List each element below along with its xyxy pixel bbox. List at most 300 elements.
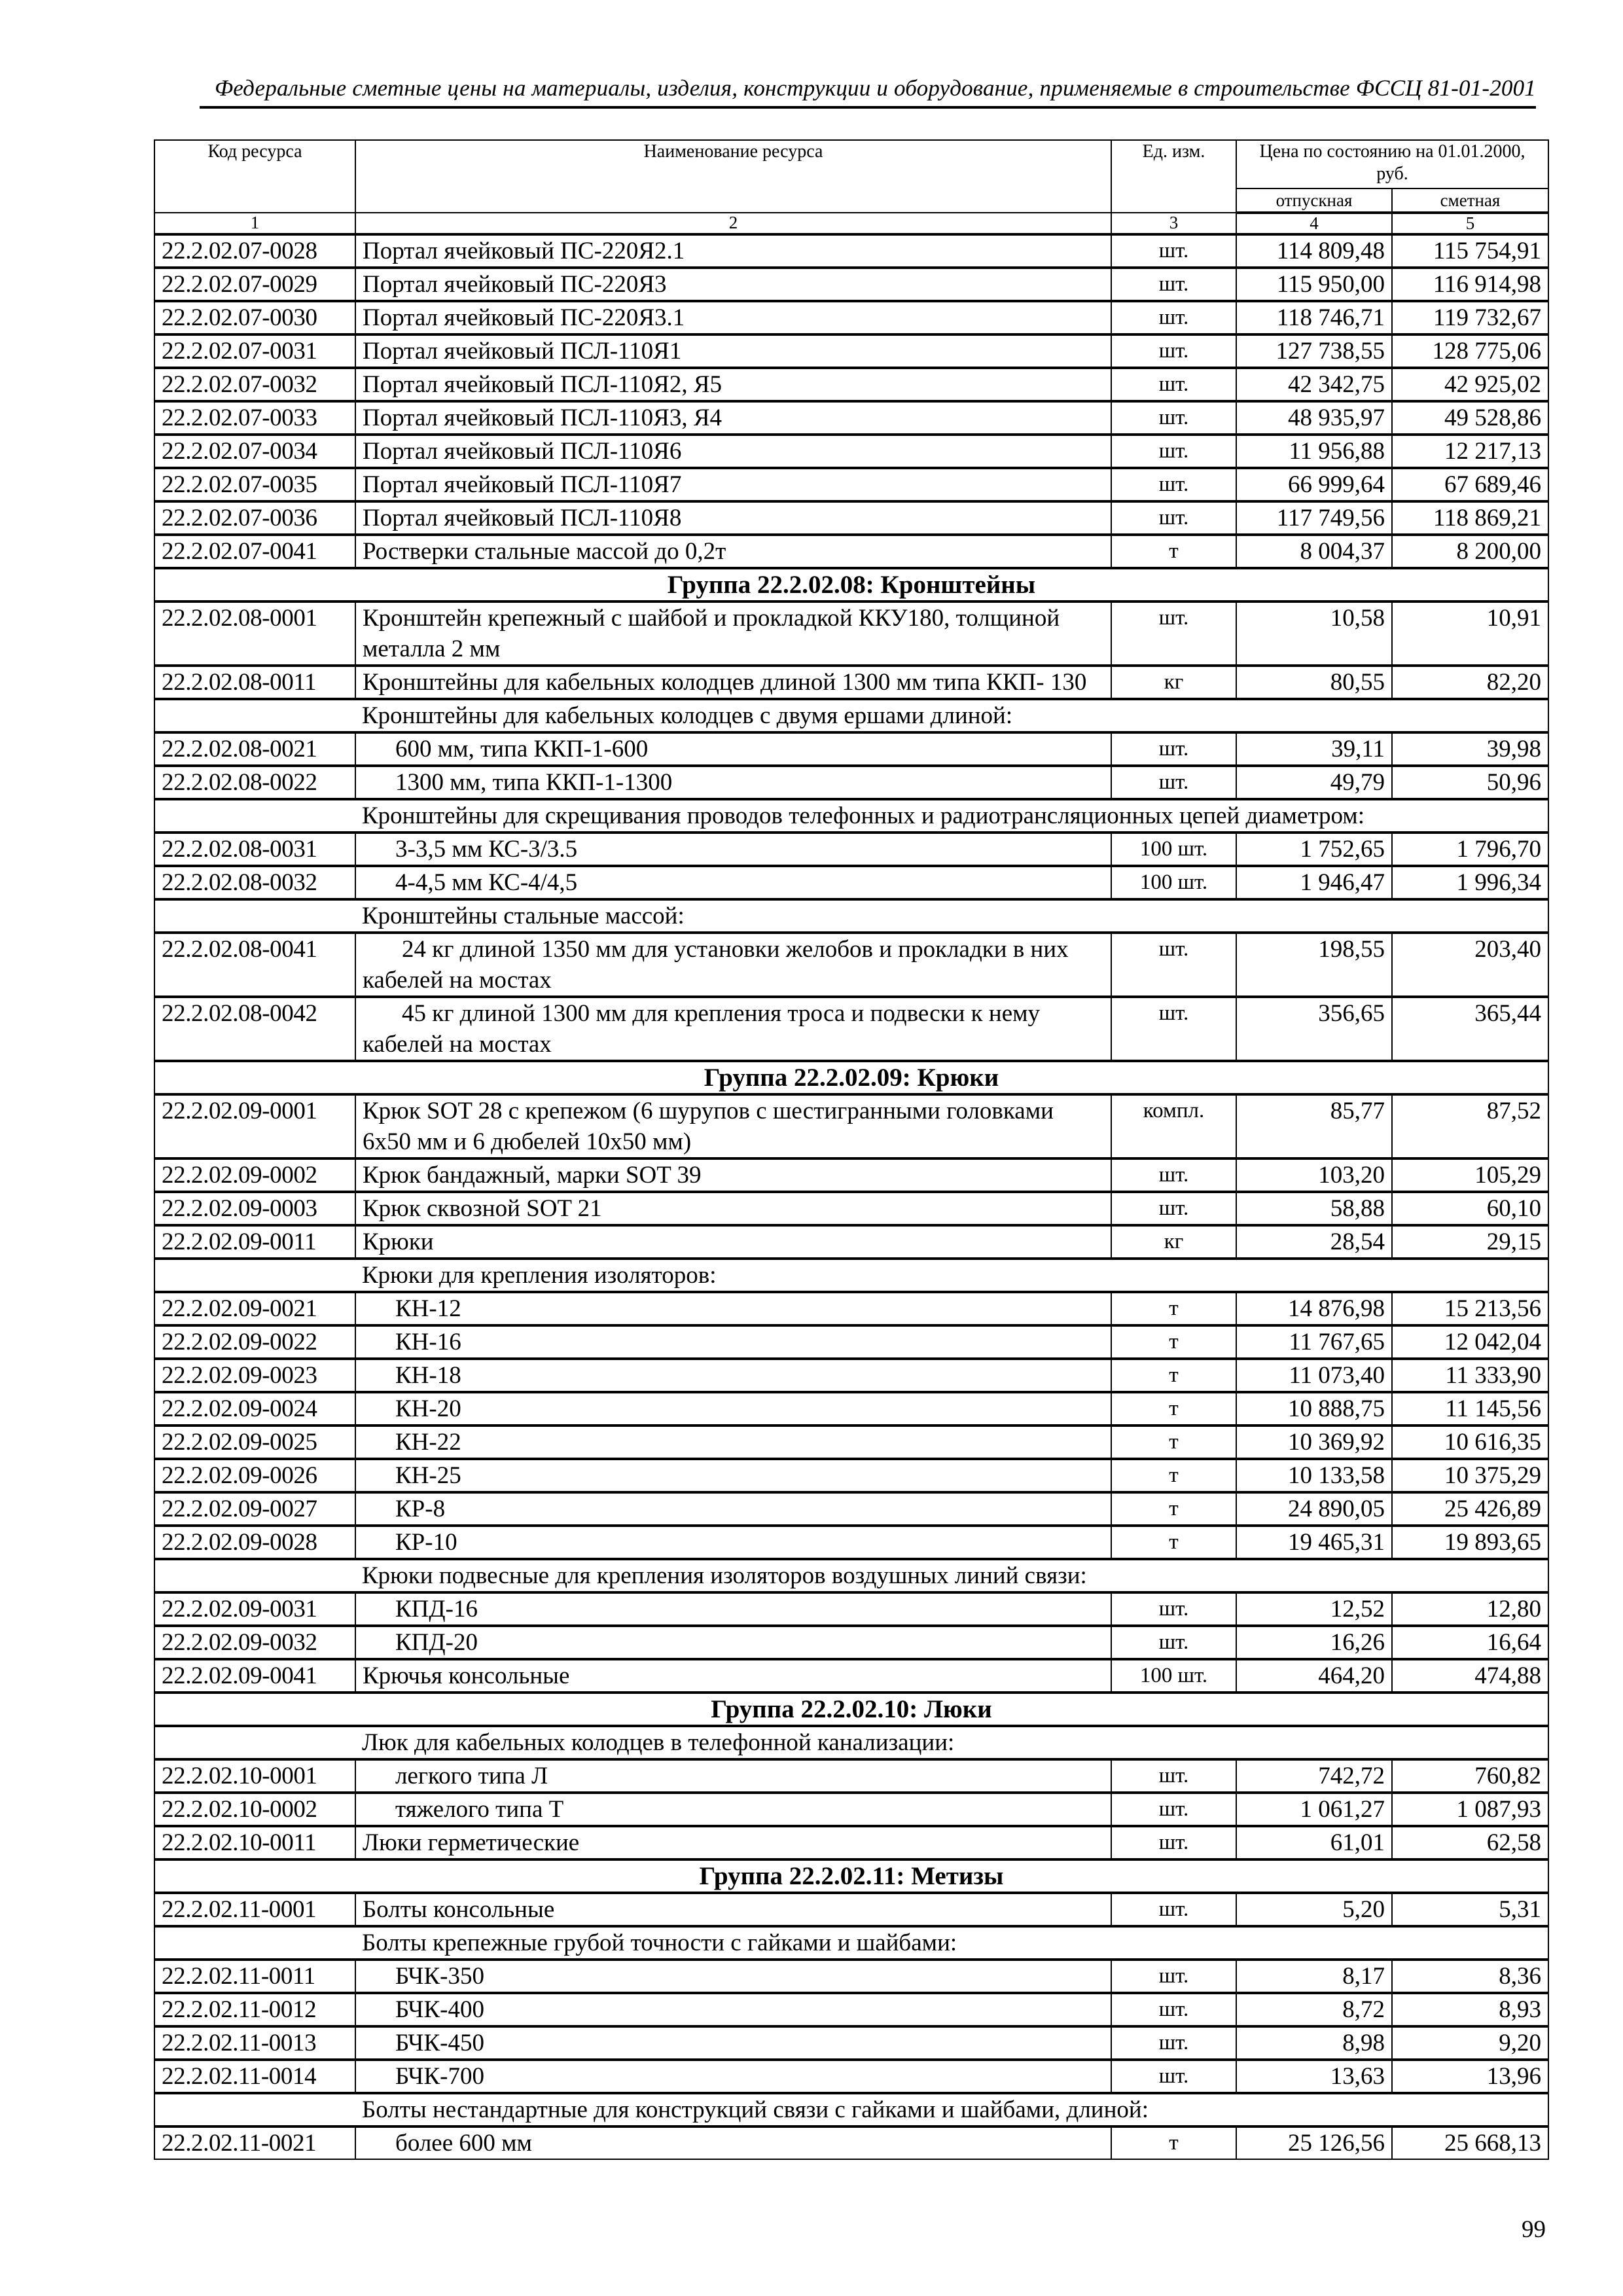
unit-cell: шт.: [1111, 2026, 1236, 2060]
unit-cell: шт.: [1111, 501, 1236, 535]
unit-cell: 100 шт.: [1111, 1659, 1236, 1693]
release-price-cell: 114 809,48: [1236, 234, 1392, 268]
table-row: [154, 1359, 1548, 1392]
subheading-row: [154, 1726, 1548, 1759]
resource-code-cell: 22.2.02.07-0041: [154, 535, 355, 568]
unit-cell: т: [1111, 1292, 1236, 1325]
release-price-cell: 356,65: [1236, 997, 1392, 1061]
table-row: [154, 1626, 1548, 1659]
resource-name-cell: КР-8: [355, 1492, 1111, 1526]
release-price-cell: 61,01: [1236, 1826, 1392, 1859]
resource-name-cell: Люки герметические: [355, 1826, 1111, 1859]
estimate-price-cell: 9,20: [1392, 2026, 1548, 2060]
unit-cell: шт.: [1111, 334, 1236, 368]
table-row: [154, 1793, 1548, 1826]
resource-name-cell: Крюк сквозной SOT 21: [355, 1192, 1111, 1225]
estimate-price-cell: 115 754,91: [1392, 234, 1548, 268]
resource-name-cell: Портал ячейковый ПСЛ-110Я1: [355, 334, 1111, 368]
resource-name-cell: КН-18: [355, 1359, 1111, 1392]
estimate-price-cell: 8,36: [1392, 1960, 1548, 1993]
estimate-price-cell: 119 732,67: [1392, 301, 1548, 334]
resource-name-cell: Крючья консольные: [355, 1659, 1111, 1693]
release-price-cell: 198,55: [1236, 933, 1392, 997]
column-number: 4: [1236, 213, 1392, 234]
unit-cell: шт.: [1111, 1759, 1236, 1793]
unit-cell: шт.: [1111, 368, 1236, 401]
release-price-cell: 80,55: [1236, 666, 1392, 699]
resource-code-cell: 22.2.02.08-0042: [154, 997, 355, 1061]
unit-cell: 100 шт.: [1111, 833, 1236, 866]
column-header-code: Код ресурса: [154, 140, 355, 213]
unit-cell: шт.: [1111, 1626, 1236, 1659]
table-row: [154, 234, 1548, 268]
group-title: Группа 22.2.02.11: Метизы: [154, 1859, 1548, 1893]
estimate-price-cell: 13,96: [1392, 2060, 1548, 2093]
unit-cell: т: [1111, 535, 1236, 568]
estimate-price-cell: 62,58: [1392, 1826, 1548, 1859]
table-row: [154, 1960, 1548, 1993]
group-title: Группа 22.2.02.10: Люки: [154, 1693, 1548, 1726]
estimate-price-cell: 11 145,56: [1392, 1392, 1548, 1426]
table-row: [154, 1158, 1548, 1192]
estimate-price-cell: 82,20: [1392, 666, 1548, 699]
resource-name-cell: КН-22: [355, 1426, 1111, 1459]
unit-cell: кг: [1111, 1225, 1236, 1259]
resource-code-cell: 22.2.02.09-0024: [154, 1392, 355, 1426]
release-price-cell: 103,20: [1236, 1158, 1392, 1192]
resource-name-cell: Портал ячейковый ПСЛ-110Я3, Я4: [355, 401, 1111, 435]
resource-code-cell: 22.2.02.11-0012: [154, 1993, 355, 2026]
unit-cell: т: [1111, 1426, 1236, 1459]
estimate-price-cell: 29,15: [1392, 1225, 1548, 1259]
release-price-cell: 11 767,65: [1236, 1325, 1392, 1359]
release-price-cell: 10 133,58: [1236, 1459, 1392, 1492]
resource-code-cell: 22.2.02.09-0022: [154, 1325, 355, 1359]
resource-name-cell: легкого типа Л: [355, 1759, 1111, 1793]
release-price-cell: 85,77: [1236, 1094, 1392, 1158]
table-row: [154, 933, 1548, 997]
resource-code-cell: 22.2.02.07-0030: [154, 301, 355, 334]
release-price-cell: 5,20: [1236, 1893, 1392, 1926]
unit-cell: шт.: [1111, 1793, 1236, 1826]
resource-name-cell: БЧК-350: [355, 1960, 1111, 1993]
unit-cell: т: [1111, 1526, 1236, 1559]
estimate-price-cell: 1 796,70: [1392, 833, 1548, 866]
resource-name-cell: БЧК-450: [355, 2026, 1111, 2060]
table-row: [154, 1292, 1548, 1325]
estimate-price-cell: 60,10: [1392, 1192, 1548, 1225]
estimate-price-cell: 25 668,13: [1392, 2126, 1548, 2159]
empty-code-cell: [154, 1926, 355, 1960]
release-price-cell: 49,79: [1236, 766, 1392, 799]
estimate-price-cell: 10,91: [1392, 601, 1548, 666]
release-price-cell: 8 004,37: [1236, 535, 1392, 568]
estimate-price-cell: 118 869,21: [1392, 501, 1548, 535]
resource-name-cell: Портал ячейковый ПС-220Я2.1: [355, 234, 1111, 268]
price-table: [154, 139, 1549, 2160]
release-price-cell: 11 073,40: [1236, 1359, 1392, 1392]
column-header-unit: Ед. изм.: [1111, 140, 1236, 213]
subheading-text: Кронштейны для кабельных колодцев с двумя ершами длиной:: [355, 699, 1548, 732]
resource-code-cell: 22.2.02.09-0002: [154, 1158, 355, 1192]
resource-name-cell: 3-3,5 мм КС-3/3.5: [355, 833, 1111, 866]
table-row: [154, 1826, 1548, 1859]
unit-cell: шт.: [1111, 1592, 1236, 1626]
resource-name-cell: 1300 мм, типа ККП-1-1300: [355, 766, 1111, 799]
resource-code-cell: 22.2.02.08-0041: [154, 933, 355, 997]
estimate-price-cell: 25 426,89: [1392, 1492, 1548, 1526]
table-row: [154, 1426, 1548, 1459]
table-row: [154, 401, 1548, 435]
unit-cell: кг: [1111, 666, 1236, 699]
table-row: [154, 535, 1548, 568]
resource-name-cell: 24 кг длиной 1350 мм для установки желобов и прокладки в них кабелей на мостах: [355, 933, 1111, 997]
unit-cell: компл.: [1111, 1094, 1236, 1158]
column-number: 3: [1111, 213, 1236, 234]
release-price-cell: 12,52: [1236, 1592, 1392, 1626]
unit-cell: шт.: [1111, 468, 1236, 501]
unit-cell: шт.: [1111, 401, 1236, 435]
release-price-cell: 13,63: [1236, 2060, 1392, 2093]
table-row: [154, 435, 1548, 468]
table-header: [154, 140, 1548, 213]
resource-code-cell: 22.2.02.08-0031: [154, 833, 355, 866]
resource-name-cell: 600 мм, типа ККП-1-600: [355, 732, 1111, 766]
unit-cell: 100 шт.: [1111, 866, 1236, 899]
estimate-price-cell: 10 616,35: [1392, 1426, 1548, 1459]
table-row: [154, 1325, 1548, 1359]
estimate-price-cell: 760,82: [1392, 1759, 1548, 1793]
table-row: [154, 268, 1548, 301]
subheading-row: [154, 899, 1548, 933]
resource-code-cell: 22.2.02.11-0013: [154, 2026, 355, 2060]
table-row: [154, 866, 1548, 899]
estimate-price-cell: 12 042,04: [1392, 1325, 1548, 1359]
group-header-row: [154, 1693, 1548, 1726]
subheading-row: [154, 799, 1548, 833]
table-row: [154, 368, 1548, 401]
unit-cell: шт.: [1111, 234, 1236, 268]
table-row: [154, 1659, 1548, 1693]
release-price-cell: 48 935,97: [1236, 401, 1392, 435]
resource-name-cell: тяжелого типа Т: [355, 1793, 1111, 1826]
release-price-cell: 118 746,71: [1236, 301, 1392, 334]
table-row: [154, 1392, 1548, 1426]
resource-name-cell: Портал ячейковый ПС-220Я3: [355, 268, 1111, 301]
table-row: [154, 2060, 1548, 2093]
release-price-cell: 1 946,47: [1236, 866, 1392, 899]
table-row: [154, 732, 1548, 766]
resource-name-cell: КН-12: [355, 1292, 1111, 1325]
resource-name-cell: более 600 мм: [355, 2126, 1111, 2159]
resource-name-cell: КН-20: [355, 1392, 1111, 1426]
estimate-price-cell: 1 996,34: [1392, 866, 1548, 899]
estimate-price-cell: 67 689,46: [1392, 468, 1548, 501]
estimate-price-cell: 10 375,29: [1392, 1459, 1548, 1492]
resource-name-cell: Крюки: [355, 1225, 1111, 1259]
unit-cell: т: [1111, 1492, 1236, 1526]
release-price-cell: 10 369,92: [1236, 1426, 1392, 1459]
estimate-price-cell: 11 333,90: [1392, 1359, 1548, 1392]
unit-cell: т: [1111, 1325, 1236, 1359]
empty-code-cell: [154, 1259, 355, 1292]
group-header-row: [154, 1859, 1548, 1893]
empty-code-cell: [154, 1559, 355, 1592]
estimate-price-cell: 15 213,56: [1392, 1292, 1548, 1325]
resource-name-cell: 45 кг длиной 1300 мм для крепления троса и подвески к нему кабелей на мостах: [355, 997, 1111, 1061]
table-row: [154, 601, 1548, 666]
resource-name-cell: БЧК-400: [355, 1993, 1111, 2026]
unit-cell: т: [1111, 1459, 1236, 1492]
unit-cell: т: [1111, 1392, 1236, 1426]
resource-name-cell: Ростверки стальные массой до 0,2т: [355, 535, 1111, 568]
table-row: [154, 1225, 1548, 1259]
resource-code-cell: 22.2.02.10-0011: [154, 1826, 355, 1859]
estimate-price-cell: 1 087,93: [1392, 1793, 1548, 1826]
release-price-cell: 11 956,88: [1236, 435, 1392, 468]
resource-name-cell: КР-10: [355, 1526, 1111, 1559]
resource-name-cell: Портал ячейковый ПСЛ-110Я7: [355, 468, 1111, 501]
estimate-price-cell: 5,31: [1392, 1893, 1548, 1926]
resource-name-cell: Портал ячейковый ПСЛ-110Я6: [355, 435, 1111, 468]
resource-code-cell: 22.2.02.09-0032: [154, 1626, 355, 1659]
resource-code-cell: 22.2.02.07-0028: [154, 234, 355, 268]
running-header: Федеральные сметные цены на материалы, изделия, конструкции и оборудование, применяемые в строительстве ФССЦ 81-01-2001: [200, 73, 1536, 109]
release-price-cell: 464,20: [1236, 1659, 1392, 1693]
resource-code-cell: 22.2.02.11-0021: [154, 2126, 355, 2159]
table-row: [154, 2026, 1548, 2060]
resource-name-cell: КН-25: [355, 1459, 1111, 1492]
resource-code-cell: 22.2.02.11-0001: [154, 1893, 355, 1926]
page-number: 99: [1522, 2216, 1546, 2243]
resource-name-cell: Болты консольные: [355, 1893, 1111, 1926]
table-row: [154, 1192, 1548, 1225]
table-row: [154, 501, 1548, 535]
unit-cell: шт.: [1111, 1826, 1236, 1859]
resource-name-cell: Кронштейны для кабельных колодцев длиной 1300 мм типа ККП- 130: [355, 666, 1111, 699]
resource-name-cell: 4-4,5 мм КС-4/4,5: [355, 866, 1111, 899]
estimate-price-cell: 12 217,13: [1392, 435, 1548, 468]
table-row: [154, 1459, 1548, 1492]
resource-code-cell: 22.2.02.09-0031: [154, 1592, 355, 1626]
subheading-row: [154, 1926, 1548, 1960]
table-row: [154, 301, 1548, 334]
resource-name-cell: КПД-16: [355, 1592, 1111, 1626]
unit-cell: шт.: [1111, 601, 1236, 666]
resource-code-cell: 22.2.02.07-0031: [154, 334, 355, 368]
release-price-cell: 115 950,00: [1236, 268, 1392, 301]
column-number: 5: [1392, 213, 1548, 234]
resource-code-cell: 22.2.02.08-0001: [154, 601, 355, 666]
release-price-cell: 1 752,65: [1236, 833, 1392, 866]
release-price-cell: 25 126,56: [1236, 2126, 1392, 2159]
resource-name-cell: Крюк SOT 28 с крепежом (6 шурупов с шестигранными головками 6х50 мм и 6 дюбелей 10х50 мм): [355, 1094, 1111, 1158]
resource-code-cell: 22.2.02.09-0041: [154, 1659, 355, 1693]
column-numbers-row: [154, 213, 1548, 234]
resource-name-cell: Портал ячейковый ПСЛ-110Я8: [355, 501, 1111, 535]
resource-name-cell: КН-16: [355, 1325, 1111, 1359]
table-row: [154, 334, 1548, 368]
estimate-price-cell: 19 893,65: [1392, 1526, 1548, 1559]
subheading-text: Болты нестандартные для конструкций связи с гайками и шайбами, длиной:: [355, 2093, 1548, 2126]
table-row: [154, 1526, 1548, 1559]
unit-cell: шт.: [1111, 1158, 1236, 1192]
unit-cell: шт.: [1111, 1893, 1236, 1926]
table-row: [154, 666, 1548, 699]
group-header-row: [154, 568, 1548, 601]
estimate-price-cell: 203,40: [1392, 933, 1548, 997]
estimate-price-cell: 105,29: [1392, 1158, 1548, 1192]
column-header-release-price: отпускная: [1236, 188, 1392, 213]
table-row: [154, 1094, 1548, 1158]
estimate-price-cell: 365,44: [1392, 997, 1548, 1061]
estimate-price-cell: 12,80: [1392, 1592, 1548, 1626]
estimate-price-cell: 474,88: [1392, 1659, 1548, 1693]
column-header-name: Наименование ресурса: [355, 140, 1111, 213]
resource-code-cell: 22.2.02.11-0014: [154, 2060, 355, 2093]
release-price-cell: 24 890,05: [1236, 1492, 1392, 1526]
estimate-price-cell: 8,93: [1392, 1993, 1548, 2026]
release-price-cell: 8,98: [1236, 2026, 1392, 2060]
estimate-price-cell: 128 775,06: [1392, 334, 1548, 368]
subheading-row: [154, 1259, 1548, 1292]
resource-code-cell: 22.2.02.10-0001: [154, 1759, 355, 1793]
table-row: [154, 2126, 1548, 2159]
resource-name-cell: Крюк бандажный, марки SOT 39: [355, 1158, 1111, 1192]
subheading-text: Крюки для крепления изоляторов:: [355, 1259, 1548, 1292]
estimate-price-cell: 116 914,98: [1392, 268, 1548, 301]
unit-cell: шт.: [1111, 2060, 1236, 2093]
table-row: [154, 1492, 1548, 1526]
column-number: 1: [154, 213, 355, 234]
release-price-cell: 42 342,75: [1236, 368, 1392, 401]
unit-cell: шт.: [1111, 766, 1236, 799]
release-price-cell: 16,26: [1236, 1626, 1392, 1659]
estimate-price-cell: 39,98: [1392, 732, 1548, 766]
subheading-text: Кронштейны стальные массой:: [355, 899, 1548, 933]
estimate-price-cell: 49 528,86: [1392, 401, 1548, 435]
subheading-row: [154, 2093, 1548, 2126]
release-price-cell: 1 061,27: [1236, 1793, 1392, 1826]
release-price-cell: 10,58: [1236, 601, 1392, 666]
table-row: [154, 468, 1548, 501]
resource-code-cell: 22.2.02.08-0022: [154, 766, 355, 799]
column-header-estimate-price: сметная: [1392, 188, 1548, 213]
table-row: [154, 997, 1548, 1061]
estimate-price-cell: 42 925,02: [1392, 368, 1548, 401]
resource-code-cell: 22.2.02.11-0011: [154, 1960, 355, 1993]
unit-cell: шт.: [1111, 933, 1236, 997]
resource-code-cell: 22.2.02.07-0036: [154, 501, 355, 535]
empty-code-cell: [154, 799, 355, 833]
resource-name-cell: БЧК-700: [355, 2060, 1111, 2093]
subheading-row: [154, 699, 1548, 732]
resource-code-cell: 22.2.02.07-0035: [154, 468, 355, 501]
release-price-cell: 10 888,75: [1236, 1392, 1392, 1426]
subheading-text: Люк для кабельных колодцев в телефонной канализации:: [355, 1726, 1548, 1759]
resource-code-cell: 22.2.02.07-0032: [154, 368, 355, 401]
unit-cell: шт.: [1111, 1993, 1236, 2026]
resource-name-cell: КПД-20: [355, 1626, 1111, 1659]
release-price-cell: 8,72: [1236, 1993, 1392, 2026]
table-row: [154, 1893, 1548, 1926]
estimate-price-cell: 8 200,00: [1392, 535, 1548, 568]
subheading-text: Крюки подвесные для крепления изоляторов воздушных линий связи:: [355, 1559, 1548, 1592]
resource-code-cell: 22.2.02.08-0011: [154, 666, 355, 699]
resource-code-cell: 22.2.02.09-0011: [154, 1225, 355, 1259]
resource-code-cell: 22.2.02.07-0029: [154, 268, 355, 301]
resource-code-cell: 22.2.02.10-0002: [154, 1793, 355, 1826]
resource-code-cell: 22.2.02.09-0027: [154, 1492, 355, 1526]
release-price-cell: 39,11: [1236, 732, 1392, 766]
group-header-row: [154, 1061, 1548, 1094]
estimate-price-cell: 50,96: [1392, 766, 1548, 799]
release-price-cell: 19 465,31: [1236, 1526, 1392, 1559]
release-price-cell: 742,72: [1236, 1759, 1392, 1793]
table-row: [154, 833, 1548, 866]
unit-cell: т: [1111, 2126, 1236, 2159]
resource-code-cell: 22.2.02.07-0034: [154, 435, 355, 468]
release-price-cell: 8,17: [1236, 1960, 1392, 1993]
resource-code-cell: 22.2.02.09-0025: [154, 1426, 355, 1459]
table-body: [154, 213, 1548, 2159]
release-price-cell: 14 876,98: [1236, 1292, 1392, 1325]
table-row: [154, 766, 1548, 799]
resource-code-cell: 22.2.02.08-0032: [154, 866, 355, 899]
unit-cell: шт.: [1111, 732, 1236, 766]
subheading-text: Кронштейны для скрещивания проводов телефонных и радиотрансляционных цепей диаметром:: [355, 799, 1548, 833]
unit-cell: шт.: [1111, 1192, 1236, 1225]
release-price-cell: 58,88: [1236, 1192, 1392, 1225]
subheading-row: [154, 1559, 1548, 1592]
release-price-cell: 117 749,56: [1236, 501, 1392, 535]
unit-cell: шт.: [1111, 997, 1236, 1061]
unit-cell: шт.: [1111, 268, 1236, 301]
column-number: 2: [355, 213, 1111, 234]
group-title: Группа 22.2.02.08: Кронштейны: [154, 568, 1548, 601]
resource-code-cell: 22.2.02.09-0021: [154, 1292, 355, 1325]
resource-code-cell: 22.2.02.09-0003: [154, 1192, 355, 1225]
subheading-text: Болты крепежные грубой точности с гайками и шайбами:: [355, 1926, 1548, 1960]
column-header-price: Цена по состоянию на 01.01.2000, руб.: [1236, 140, 1548, 188]
unit-cell: шт.: [1111, 435, 1236, 468]
empty-code-cell: [154, 699, 355, 732]
resource-code-cell: 22.2.02.07-0033: [154, 401, 355, 435]
group-title: Группа 22.2.02.09: Крюки: [154, 1061, 1548, 1094]
resource-code-cell: 22.2.02.09-0026: [154, 1459, 355, 1492]
empty-code-cell: [154, 1726, 355, 1759]
release-price-cell: 28,54: [1236, 1225, 1392, 1259]
estimate-price-cell: 87,52: [1392, 1094, 1548, 1158]
resource-name-cell: Портал ячейковый ПС-220Я3.1: [355, 301, 1111, 334]
unit-cell: шт.: [1111, 301, 1236, 334]
table-row: [154, 1759, 1548, 1793]
empty-code-cell: [154, 2093, 355, 2126]
unit-cell: шт.: [1111, 1960, 1236, 1993]
table-row: [154, 1592, 1548, 1626]
release-price-cell: 66 999,64: [1236, 468, 1392, 501]
release-price-cell: 127 738,55: [1236, 334, 1392, 368]
resource-code-cell: 22.2.02.09-0023: [154, 1359, 355, 1392]
estimate-price-cell: 16,64: [1392, 1626, 1548, 1659]
unit-cell: т: [1111, 1359, 1236, 1392]
empty-code-cell: [154, 899, 355, 933]
table-row: [154, 1993, 1548, 2026]
resource-code-cell: 22.2.02.09-0028: [154, 1526, 355, 1559]
resource-code-cell: 22.2.02.08-0021: [154, 732, 355, 766]
resource-name-cell: Кронштейн крепежный с шайбой и прокладкой ККУ180, толщиной металла 2 мм: [355, 601, 1111, 666]
resource-code-cell: 22.2.02.09-0001: [154, 1094, 355, 1158]
